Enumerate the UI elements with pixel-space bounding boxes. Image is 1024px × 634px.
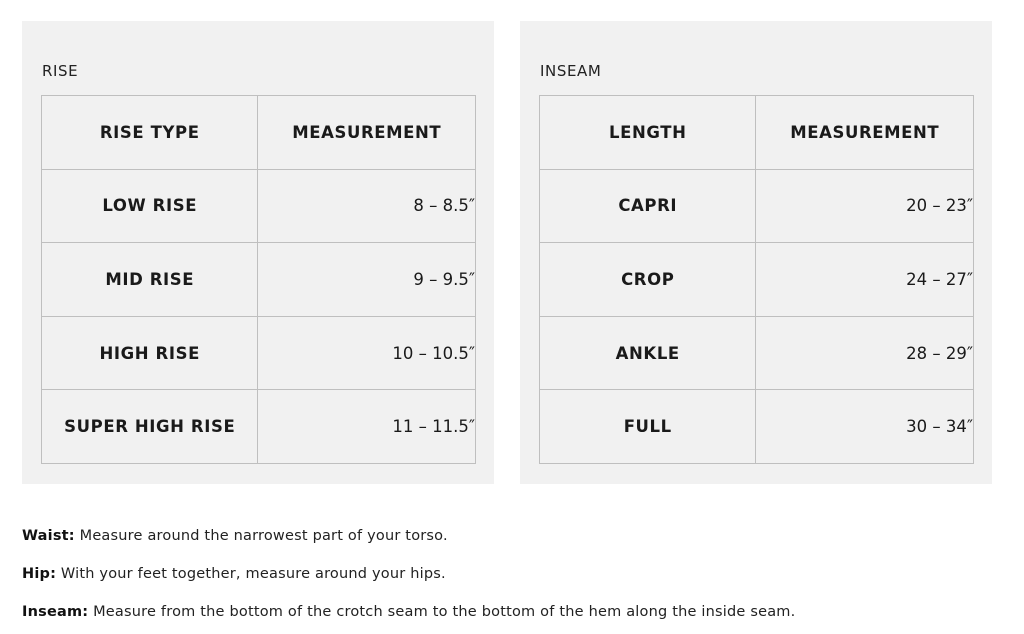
measurement-notes xyxy=(22,520,1012,634)
rise-table xyxy=(41,95,476,464)
measurement-cell: 11 – 11.5″ xyxy=(258,390,476,464)
measurement-cell: 28 – 29″ xyxy=(756,316,974,390)
table-row xyxy=(42,390,476,464)
table-header-row xyxy=(42,96,476,170)
measurement-cell: 9 – 9.5″ xyxy=(258,243,476,317)
table-row xyxy=(42,169,476,243)
inseam-panel xyxy=(520,21,992,484)
waist-note xyxy=(22,520,1012,558)
rise-type-cell: SUPER HIGH RISE xyxy=(42,390,258,464)
rise-type-cell: HIGH RISE xyxy=(42,316,258,390)
rise-type-cell: MID RISE xyxy=(42,243,258,317)
table-row xyxy=(42,316,476,390)
length-cell: ANKLE xyxy=(540,316,756,390)
measurement-cell: 30 – 34″ xyxy=(756,390,974,464)
inseam-table xyxy=(539,95,974,464)
inseam-title: INSEAM xyxy=(540,62,602,80)
length-header: LENGTH xyxy=(540,96,756,170)
measurement-cell: 8 – 8.5″ xyxy=(258,169,476,243)
rise-title: RISE xyxy=(42,62,79,80)
table-row xyxy=(540,316,974,390)
length-cell: CAPRI xyxy=(540,169,756,243)
rise-type-header: RISE TYPE xyxy=(42,96,258,170)
waist-note-text: Measure around the narrowest part of your torso. xyxy=(74,528,448,544)
rise-panel xyxy=(22,21,494,484)
inseam-note-label: Inseam: xyxy=(22,604,89,620)
rise-type-cell: LOW RISE xyxy=(42,169,258,243)
inseam-note xyxy=(22,596,1012,634)
measurement-header: MEASUREMENT xyxy=(258,96,476,170)
length-cell: CROP xyxy=(540,243,756,317)
inseam-note-text: Measure from the bottom of the crotch seam to the bottom of the hem along the inside seam. xyxy=(88,604,796,620)
hip-note xyxy=(22,558,1012,596)
hip-note-text: With your feet together, measure around your hips. xyxy=(56,566,446,582)
table-row xyxy=(540,243,974,317)
measurement-cell: 24 – 27″ xyxy=(756,243,974,317)
measurement-header: MEASUREMENT xyxy=(756,96,974,170)
table-header-row xyxy=(540,96,974,170)
measurement-cell: 20 – 23″ xyxy=(756,169,974,243)
measurement-cell: 10 – 10.5″ xyxy=(258,316,476,390)
hip-note-label: Hip: xyxy=(22,566,57,582)
table-row xyxy=(540,390,974,464)
table-row xyxy=(540,169,974,243)
length-cell: FULL xyxy=(540,390,756,464)
waist-note-label: Waist: xyxy=(22,528,75,544)
table-row xyxy=(42,243,476,317)
